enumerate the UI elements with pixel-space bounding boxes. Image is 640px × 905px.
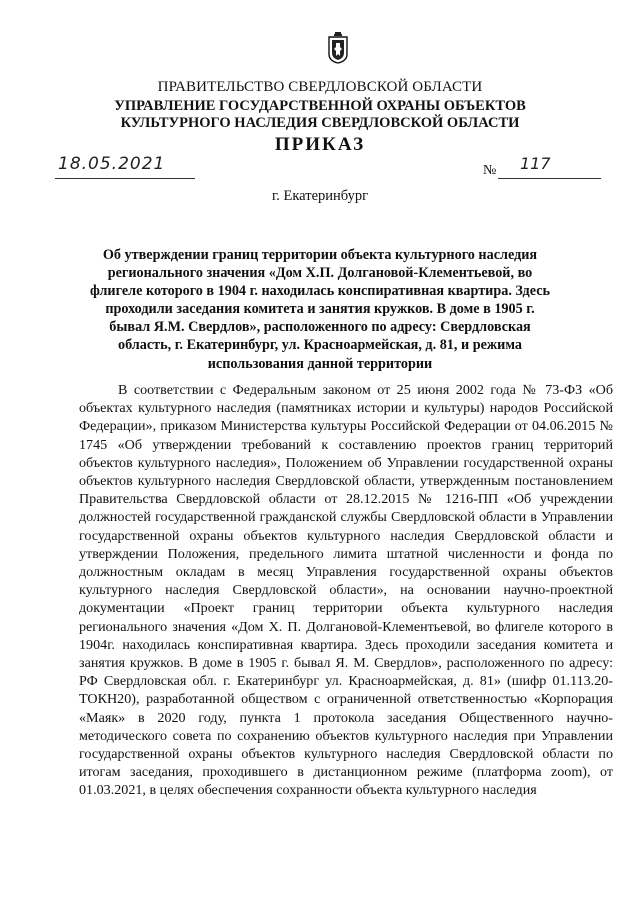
coat-of-arms-icon bbox=[328, 32, 348, 64]
government-name: ПРАВИТЕЛЬСТВО СВЕРДЛОВСКОЙ ОБЛАСТИ bbox=[157, 79, 483, 95]
order-date-field bbox=[55, 154, 195, 179]
order-heading: Об утверждении границ территории объекта культурного наследия регионального значения «Дом Х.П. Долгановой-Клементьевой, во флигеле которого в 1904 г. находилась конспиративная квартира. Здесь проходили заседания комитета и занятия кружков. В доме в 1905 г. бывал Я.М. Свердлов», расположенного по адресу: Свердловская область, г. Екатеринбург, ул. Красноармейская, д. 81, и режима использования данной территории bbox=[90, 247, 551, 372]
department-name: УПРАВЛЕНИЕ ГОСУДАРСТВЕННОЙ ОХРАНЫ ОБЪЕКТОВ КУЛЬТУРНОГО НАСЛЕДИЯ СВЕРДЛОВСКОЙ ОБЛАСТИ bbox=[114, 98, 526, 131]
order-number-field bbox=[498, 154, 601, 179]
document-type: ПРИКАЗ bbox=[274, 134, 366, 155]
order-number: 117 bbox=[520, 154, 551, 173]
order-number-label: № bbox=[483, 163, 497, 178]
order-body: В соответствии с Федеральным законом от 25 июня 2002 года № 73-ФЗ «Об объектах культурного наследия (памятниках истории и культуры) народов Российской Федерации», приказом Министерства культуры Российской Федерации от 04.06.2015 № 1745 «Об утверждении требований к составлению проектов границ территорий объектов культурного наследия», Положением об Управлении государственной охраны объектов культурного наследия Свердловской области, утвержденным постановлением Правительства Свердловской области от 28.12.2015 № 1216-ПП «Об учреждении должностей государственной гражданской службы Свердловской области в Управлении государственной охраны объектов культурного наследия Свердловской области и утверждении Положения, предельного лимита штатной численности и фонда по должностным окладам в месяц Управления государственной охраны объектов культурного наследия Свердловской области», на основании научно-проектной документации «Проект границ территории объекта культурного наследия регионального значения «Дом Х. П. Долгановой-Клементьевой, во флигеле которого в 1904г. находилась конспиративная квартира. Здесь проходили заседания комитета и занятия кружков. В доме в 1905 г. бывал Я. М. Свердлов», расположенного по адресу: РФ Свердловская обл. г. Екатеринбург ул. Красноармейская, д. 81» (шифр 01.113.20-ТОКН20), разработанной обществом с ограниченной ответственностью «Корпорация «Маяк» в 2020 году, пункта 1 протокола заседания Общественного научно-методического совета по сохранению объектов культурного наследия при Управлении государственной охраны объектов культурного наследия Свердловской области по итогам заседания, проходившего в дистанционном режиме (платформа zoom), от 01.03.2021, в целях обеспечения сохранности объекта культурного наследия bbox=[79, 382, 613, 799]
city: г. Екатеринбург bbox=[271, 188, 369, 204]
order-date: 18.05.2021 bbox=[58, 154, 166, 174]
